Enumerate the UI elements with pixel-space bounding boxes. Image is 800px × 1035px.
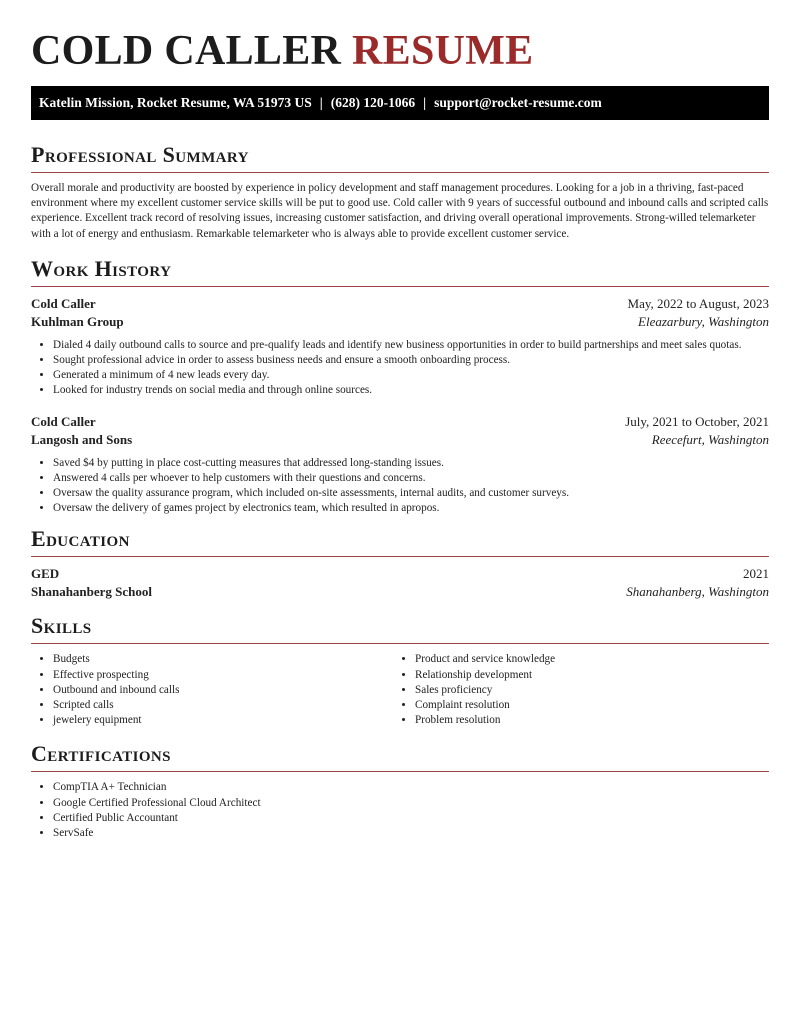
resume-title bbox=[31, 28, 769, 74]
education-year: 2021 bbox=[743, 566, 769, 582]
education-location: Shanahanberg, Washington bbox=[626, 584, 769, 600]
skills-section bbox=[31, 613, 769, 728]
skills-columns bbox=[31, 652, 769, 728]
job-entry bbox=[31, 413, 769, 517]
contact-separator: | bbox=[319, 95, 323, 110]
work-history-section bbox=[31, 256, 769, 517]
job-bullet: • Saved $4 by putting in place cost-cutting measures that addressed long-standing issues. bbox=[53, 456, 769, 471]
certifications-section bbox=[31, 741, 769, 841]
job-title: Cold Caller bbox=[31, 295, 96, 311]
skill-item: • Relationship development bbox=[415, 668, 755, 683]
resume-page bbox=[31, 0, 769, 841]
contact-separator: | bbox=[423, 95, 427, 110]
job-bullet: • Looked for industry trends on social media and through online sources. bbox=[53, 383, 769, 398]
certification-item: • CompTIA A+ Technician bbox=[53, 780, 769, 795]
skill-item: • Effective prospecting bbox=[53, 668, 393, 683]
certification-item: • Certified Public Accountant bbox=[53, 811, 769, 826]
summary-heading: Professional Summary bbox=[31, 142, 769, 173]
skill-item: • Budgets bbox=[53, 652, 393, 667]
job-title: Cold Caller bbox=[31, 413, 96, 429]
skills-list-left bbox=[31, 652, 393, 728]
job-dates: May, 2022 to August, 2023 bbox=[627, 295, 769, 311]
skill-item: • Problem resolution bbox=[415, 713, 755, 728]
skill-item: • Sales proficiency bbox=[415, 683, 755, 698]
skills-heading: Skills bbox=[31, 613, 769, 644]
job-bullet: • Dialed 4 daily outbound calls to source and pre-qualify leads and identify new business opportunities in order to build partnerships and meet sales quotas. bbox=[53, 338, 769, 353]
contact-phone[interactable]: (628) 120-1066 bbox=[330, 95, 416, 110]
job-entry bbox=[31, 295, 769, 399]
job-location: Eleazarbury, Washington bbox=[638, 313, 769, 329]
contact-address: Katelin Mission, Rocket Resume, WA 51973 US bbox=[39, 95, 312, 110]
certification-item: • ServSafe bbox=[53, 826, 769, 841]
job-bullet: • Oversaw the delivery of games project by electronics team, which resulted in apropos. bbox=[53, 501, 769, 516]
title-accent: RESUME bbox=[352, 28, 534, 74]
summary-section bbox=[31, 142, 769, 242]
job-bullet: • Generated a minimum of 4 new leads every day. bbox=[53, 368, 769, 383]
work-history-heading: Work History bbox=[31, 256, 769, 287]
skill-item: • jewelery equipment bbox=[53, 713, 393, 728]
skill-item: • Scripted calls bbox=[53, 698, 393, 713]
education-section bbox=[31, 526, 769, 600]
education-heading: Education bbox=[31, 526, 769, 557]
job-bullet: • Answered 4 calls per whoever to help customers with their questions and concerns. bbox=[53, 471, 769, 486]
title-main: COLD CALLER bbox=[31, 28, 342, 74]
skills-list-right bbox=[393, 652, 755, 728]
skill-item: • Outbound and inbound calls bbox=[53, 683, 393, 698]
education-school: Shanahanberg School bbox=[31, 584, 153, 600]
job-bullet: • Sought professional advice in order to assess business needs and ensure a smooth onboarding process. bbox=[53, 353, 769, 368]
job-company: Kuhlman Group bbox=[31, 313, 124, 329]
certifications-list bbox=[31, 780, 769, 841]
summary-text: Overall morale and productivity are boosted by experience in policy development and staff management procedures. Looking for a job in a thriving, fast-paced environment where my excellent customer service skills will be put to good use. Cold caller with 9 years of successful outbound and inbound calls and scripted calls experience. Excellent track record of resolving issues, increasing customer satisfaction, and driving overall operational improvements. Strong-willed telemarketer with a lot of energy and enthusiasm. Remarkable telemarketer who is always able to provide excellent customer service. bbox=[31, 182, 769, 240]
job-company: Langosh and Sons bbox=[31, 431, 133, 447]
education-degree: GED bbox=[31, 566, 60, 582]
contact-bar bbox=[31, 86, 769, 120]
job-location: Reecefurt, Washington bbox=[651, 431, 769, 447]
skill-item: • Complaint resolution bbox=[415, 698, 755, 713]
education-entry bbox=[31, 565, 769, 600]
skill-item: • Product and service knowledge bbox=[415, 652, 755, 667]
certifications-heading: Certifications bbox=[31, 741, 769, 772]
job-bullet-list bbox=[31, 456, 769, 517]
job-dates: July, 2021 to October, 2021 bbox=[625, 413, 769, 429]
job-bullet: • Oversaw the quality assurance program, which included on-site assessments, internal audits, and customer surveys. bbox=[53, 486, 769, 501]
job-bullet-list bbox=[31, 338, 769, 399]
contact-email[interactable]: support@rocket-resume.com bbox=[434, 95, 602, 110]
certification-item: • Google Certified Professional Cloud Architect bbox=[53, 796, 769, 811]
